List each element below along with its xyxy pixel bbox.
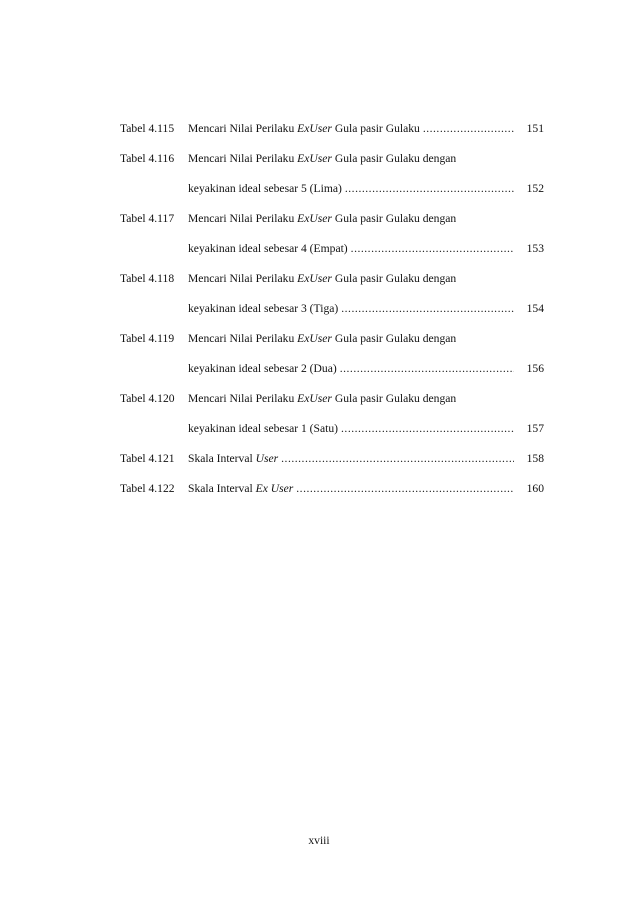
table-title-continuation: keyakinan ideal sebesar 2 (Dua)	[188, 362, 337, 375]
table-title: Skala Interval User	[188, 452, 279, 465]
table-number: Tabel 4.117	[120, 212, 175, 225]
page-number: 154	[526, 302, 544, 315]
page-number: 152	[526, 182, 544, 195]
dot-leader	[281, 450, 514, 468]
toc-entry[interactable]	[120, 450, 544, 468]
dot-leader	[341, 300, 514, 318]
table-title-continuation: keyakinan ideal sebesar 3 (Tiga)	[188, 302, 339, 315]
dot-leader	[423, 120, 514, 138]
toc-line	[120, 450, 544, 468]
toc-line-continuation	[120, 360, 544, 378]
page-number: 160	[526, 482, 544, 495]
toc-entry[interactable]	[120, 120, 544, 138]
toc-line	[120, 210, 544, 228]
dot-leader	[341, 420, 514, 438]
toc-line	[120, 120, 544, 138]
table-title-continuation: keyakinan ideal sebesar 5 (Lima)	[188, 182, 342, 195]
toc-line-continuation	[120, 240, 544, 258]
table-number: Tabel 4.120	[120, 392, 175, 405]
toc-line-continuation	[120, 180, 544, 198]
page-footer-number: xviii	[308, 834, 330, 847]
table-title: Mencari Nilai Perilaku ExUser Gula pasir Gulaku dengan	[188, 272, 457, 285]
toc-entry[interactable]	[120, 330, 544, 378]
table-title: Mencari Nilai Perilaku ExUser Gula pasir Gulaku dengan	[188, 392, 457, 405]
table-title: Mencari Nilai Perilaku ExUser Gula pasir Gulaku dengan	[188, 332, 457, 345]
table-title: Mencari Nilai Perilaku ExUser Gula pasir Gulaku dengan	[188, 152, 457, 165]
toc-entry[interactable]	[120, 480, 544, 498]
toc-line-continuation	[120, 420, 544, 438]
toc-line	[120, 330, 544, 348]
page-number: 157	[526, 422, 544, 435]
table-number: Tabel 4.122	[120, 482, 175, 495]
table-number: Tabel 4.121	[120, 452, 175, 465]
table-title: Mencari Nilai Perilaku ExUser Gula pasir Gulaku	[188, 122, 420, 135]
toc-line	[120, 270, 544, 288]
toc-line	[120, 480, 544, 498]
toc-line	[120, 150, 544, 168]
table-list	[120, 120, 544, 498]
toc-entry[interactable]	[120, 210, 544, 258]
page-number: 151	[526, 122, 544, 135]
dot-leader	[340, 360, 514, 378]
dot-leader	[345, 180, 514, 198]
table-number: Tabel 4.115	[120, 122, 175, 135]
table-title: Mencari Nilai Perilaku ExUser Gula pasir Gulaku dengan	[188, 212, 457, 225]
dot-leader	[351, 240, 514, 258]
page-number: 153	[526, 242, 544, 255]
toc-entry[interactable]	[120, 270, 544, 318]
toc-entry[interactable]	[120, 150, 544, 198]
dot-leader	[296, 480, 514, 498]
table-title-continuation: keyakinan ideal sebesar 1 (Satu)	[188, 422, 339, 435]
toc-line-continuation	[120, 300, 544, 318]
table-title-continuation: keyakinan ideal sebesar 4 (Empat)	[188, 242, 348, 255]
table-number: Tabel 4.118	[120, 272, 175, 285]
page-number: 158	[526, 452, 544, 465]
toc-line	[120, 390, 544, 408]
toc-entry[interactable]	[120, 390, 544, 438]
page-number: 156	[526, 362, 544, 375]
table-number: Tabel 4.119	[120, 332, 175, 345]
table-number: Tabel 4.116	[120, 152, 175, 165]
table-title: Skala Interval Ex User	[188, 482, 294, 495]
